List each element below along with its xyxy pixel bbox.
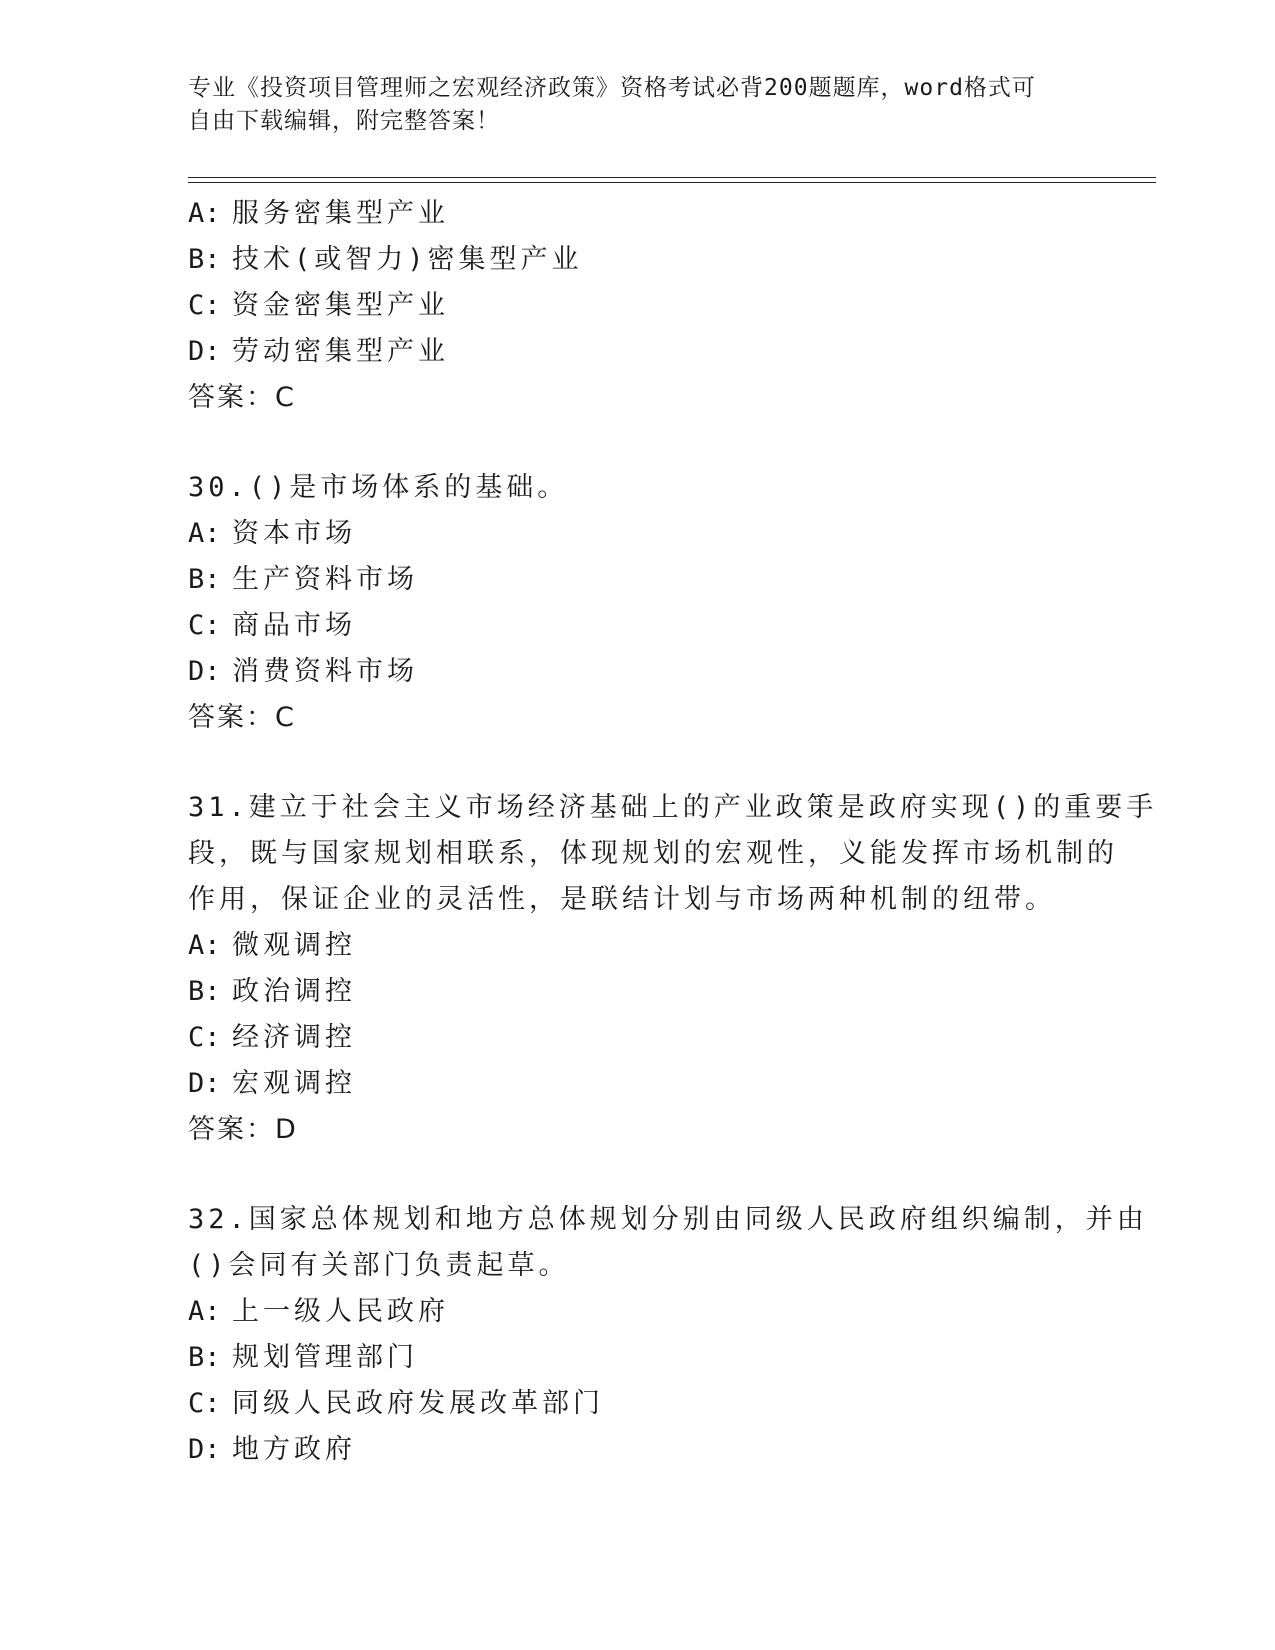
option-letter: C: (188, 1388, 221, 1419)
question-stem: ()会同有关部门负责起草。 (188, 1250, 570, 1281)
question-list (188, 191, 1158, 1473)
option-text: 规划管理部门 (232, 1342, 418, 1373)
option-letter: D: (188, 1068, 221, 1099)
option-b (188, 557, 1088, 603)
option-letter: A: (188, 930, 221, 961)
option-d (188, 1061, 1088, 1107)
option-letter: C: (188, 290, 221, 321)
question-stem: 作用，保证企业的灵活性，是联结计划与市场两种机制的纽带。 (188, 884, 1056, 915)
option-d (188, 649, 1088, 695)
option-text: 同级人民政府发展改革部门 (232, 1388, 604, 1419)
option-text: 劳动密集型产业 (232, 336, 449, 367)
question-stem: 32.国家总体规划和地方总体规划分别由同级人民政府组织编制，并由 (188, 1204, 1148, 1235)
option-a (188, 923, 1088, 969)
option-text: 地方政府 (232, 1434, 356, 1465)
option-text: 上一级人民政府 (232, 1296, 449, 1327)
option-c (188, 1381, 1088, 1427)
option-a (188, 191, 1088, 237)
option-c (188, 1015, 1088, 1061)
option-text: 经济调控 (232, 1022, 356, 1053)
question-stem: 段，既与国家规划相联系，体现规划的宏观性，义能发挥市场机制的 (188, 838, 1118, 869)
question-stem: 31.建立于社会主义市场经济基础上的产业政策是政府实现()的重要手 (188, 792, 1158, 823)
option-text: 消费资料市场 (232, 656, 418, 687)
option-letter: A: (188, 198, 221, 229)
option-letter: A: (188, 518, 221, 549)
header-line-2: 自由下载编辑，附完整答案！ (188, 108, 500, 134)
option-b (188, 237, 1088, 283)
option-text: 生产资料市场 (232, 564, 418, 595)
header-divider-bottom (188, 182, 1156, 183)
option-d (188, 329, 1088, 375)
option-letter: A: (188, 1296, 221, 1327)
option-a (188, 511, 1088, 557)
option-a (188, 1289, 1088, 1335)
question-stem: 30.()是市场体系的基础。 (188, 472, 569, 503)
option-letter: B: (188, 244, 221, 275)
option-text: 商品市场 (232, 610, 356, 641)
answer-line: 答案：C (188, 702, 296, 733)
option-text: 资本市场 (232, 518, 356, 549)
option-text: 宏观调控 (232, 1068, 356, 1099)
option-b (188, 969, 1088, 1015)
option-letter: B: (188, 976, 221, 1007)
option-d (188, 1427, 1088, 1473)
question-30 (188, 465, 1088, 741)
question-29 (188, 191, 1088, 421)
option-text: 技术(或智力)密集型产业 (232, 244, 583, 275)
option-text: 服务密集型产业 (232, 198, 449, 229)
option-letter: C: (188, 610, 221, 641)
option-letter: B: (188, 1342, 221, 1373)
option-text: 微观调控 (232, 930, 356, 961)
option-letter: D: (188, 1434, 221, 1465)
option-b (188, 1335, 1088, 1381)
document-header (188, 72, 1088, 138)
option-text: 资金密集型产业 (232, 290, 449, 321)
question-32 (188, 1197, 1148, 1473)
header-divider-top (188, 177, 1156, 178)
answer-line: 答案：C (188, 382, 296, 413)
option-c (188, 603, 1088, 649)
option-letter: D: (188, 656, 221, 687)
option-letter: C: (188, 1022, 221, 1053)
answer-line: 答案：D (188, 1114, 298, 1145)
option-letter: D: (188, 336, 221, 367)
option-text: 政治调控 (232, 976, 356, 1007)
header-line-1: 专业《投资项目管理师之宏观经济政策》资格考试必背200题题库，word格式可 (188, 75, 1036, 101)
option-letter: B: (188, 564, 221, 595)
option-c (188, 283, 1088, 329)
question-31 (188, 785, 1158, 1153)
